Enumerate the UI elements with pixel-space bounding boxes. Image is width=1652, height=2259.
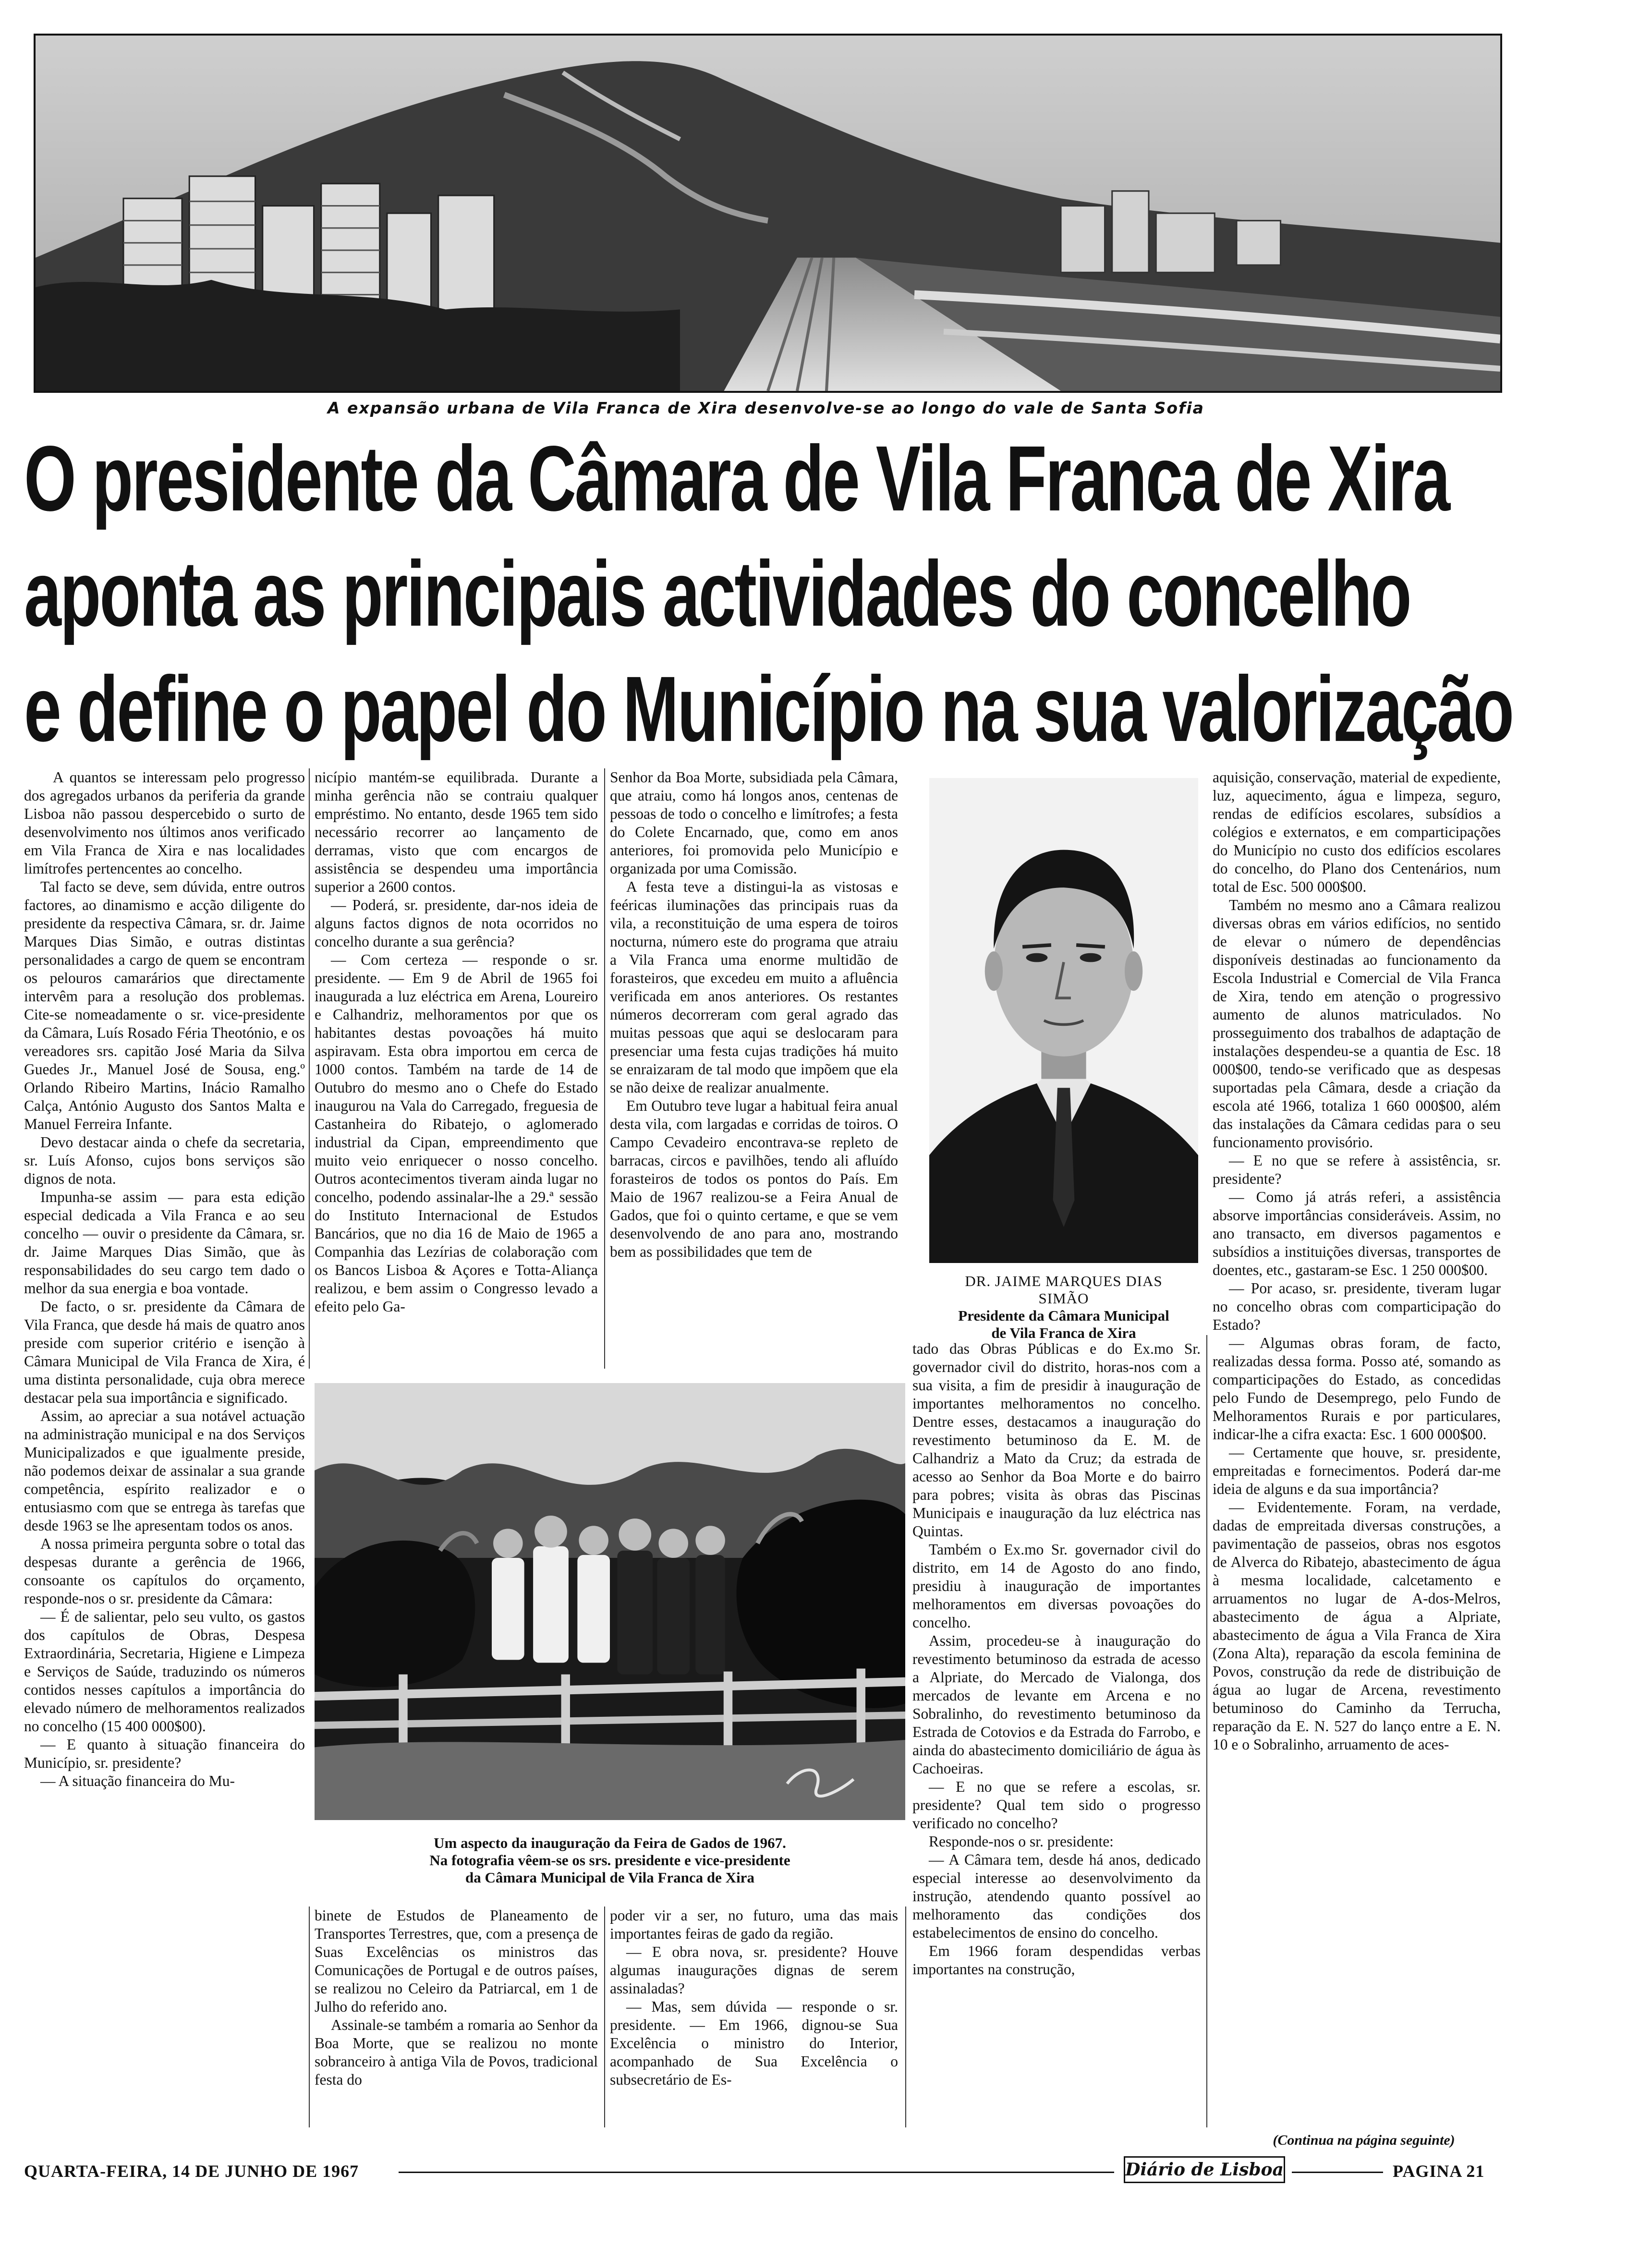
page-number: PAGINA 21 <box>1393 2162 1485 2181</box>
paragraph: — Com certeza — responde o sr. presidente. — Em 9 de Abril de 1965 foi inaugurada a luz eléctrica em Arena, Loureiro e Calhandriz, melhoramentos por que os habitantes destas povoações há muito aspiravam. Esta obra importou em cerca de 1000 contos. Também na tarde de 14 de Outubro do mesmo ano o Chefe do Estado inaugurou na Vala do Carregado, freguesia de Castanheira do Ribatejo, o aglomerado industrial da Cipan, empreendimento que muito veio enriquecer o nosso concelho. Outros acontecimentos tiveram ainda lugar no concelho, podendo assinalar-lhe a 29.ª sessão do Instituto Internacional de Estudos Bancários, que no dia 16 de Maio de 1965 a Companhia das Lezírias de colaboração com os Bancos Lisboa & Açores e Totta-Aliança realizou, e bem assim o Congresso levado a efeito pelo Ga- <box>315 951 598 1315</box>
paragraph: Também no mesmo ano a Câmara realizou diversas obras em vários edifícios, no sentido de elevar o número de dependências disponíveis destinadas ao funcionamento da Escola Industrial e Comercial de Vila Franca de Xira, tendo em atenção o progressivo aumento de alunos matriculados. No prosseguimento dos trabalhos de adaptação de instalações despendeu-se a quantia de Esc. 18 000$00, tendo-se verificado que as despesas suportadas pela Câmara, desde a criação da escola até 1966, totaliza 1 660 000$00, além das instalações da Câmara cedidas para o seu funcionamento provisório. <box>1213 897 1501 1151</box>
newspaper-logo: Diário de Lisboa <box>1124 2156 1285 2183</box>
paragraph: A nossa primeira pergunta sobre o total das despesas durante a gerência de 1966, consoante os capítulos do orçamento, responde-nos o sr. presidente da Câmara: <box>24 1535 305 1607</box>
column-rule <box>905 1907 906 2127</box>
paragraph: Senhor da Boa Morte, subsidiada pela Câmara, que atraiu, como há longos anos, centenas de pessoas de todo o concelho e limítrofes; a festa do Colete Encarnado, que, como em anos anteriores, foi promovida pelo Município e organizada por uma Comissão. <box>610 769 898 877</box>
footer-rule <box>399 2172 1114 2173</box>
portrait-caption-name: DR. JAIME MARQUES DIAS <box>965 1273 1163 1289</box>
paragraph: — A situação financeira do Mu- <box>40 1773 235 1789</box>
headline-line-3: e define o papel do Município na sua valorização <box>24 656 1513 761</box>
column-rule <box>604 1907 605 2127</box>
article-column-5 <box>1213 768 1501 2123</box>
portrait-caption-name: SIMÃO <box>1038 1290 1089 1307</box>
paragraph: — Como já atrás referi, a assistência absorve importâncias consideráveis. Assim, no ano transacto, em diversos pagamentos e subsídios a instituições diversas, transportes de doentes, etc., gastaram-se Esc. 1 250 000$00. <box>1213 1189 1501 1278</box>
article-column-2-top <box>315 768 598 1373</box>
paragraph: tado das Obras Públicas e do Ex.mo Sr. governador civil do distrito, horas-nos com a sua visita, a fim de presidir à inauguração de importantes melhoramentos no concelho. Dentre esses, destacamos a inauguração do revestimento betuminoso da E. M. de Calhandriz a Mato da Cruz; da estrada de acesso ao Senhor da Boa Morte e do bairro para pobres; visita às obras das Piscinas Municipais e inauguração da luz eléctrica nas Quintas. <box>912 1340 1201 1540</box>
paragraph: — E obra nova, sr. presidente? Houve algumas inaugurações dignas de serem assinaladas? <box>610 1943 898 1997</box>
continued-note: (Continua na página seguinte) <box>1273 2132 1455 2148</box>
article-column-4-bottom <box>912 1340 1201 2127</box>
paragraph: — É de salientar, pelo seu vulto, os gastos dos capítulos de Obras, Despesa Extraordinária, Secretaria, Higiene e Limpeza e Serviços de Saúde, traduzindo os números contidos nesses capítulos a importância do elevado número de melhoramentos realizados no concelho (15 400 000$00). <box>24 1608 305 1735</box>
paragraph: Tal facto se deve, sem dúvida, entre outros factores, ao dinamismo e acção diligente do presidente da respectiva Câmara, sr. dr. Jaime Marques Dias Simão, e outras distintas personalidades a cargo de quem se encontram os pelouros camarários que directamente intervêm para a resolução dos problemas. Cite-se nomeadamente o sr. vice-presidente da Câmara, Luís Rosado Féria Theotónio, e os vereadores srs. capitão José Maria da Silva Guedes Jr., Manuel José de Sousa, eng.º Orlando Ribeiro Martins, Inácio Ramalho Calça, António Augusto dos Santos Malta e Manuel Ferreira Infante. <box>24 878 305 1132</box>
paragraph: Impunha-se assim — para esta edição especial dedicada a Vila Franca e ao seu concelho — ouvir o presidente da Câmara, sr. dr. Jaime Marques Dias Simão, que às responsabilidades do seu cargo tem dado o melhor da sua energia e boa vontade. <box>24 1189 305 1297</box>
paragraph: aquisição, conservação, material de expediente, luz, aquecimento, água e limpeza, seguro, rendas de edifícios escolares, subsídios a colégios e externatos, e em comparticipações do Município no custo dos edifícios escolares do concelho, do Plano dos Centenários, num total de Esc. 500 000$00. <box>1213 769 1501 895</box>
mid-photo-caption-line: Na fotografia vêem-se os srs. presidente e vice-presidente <box>429 1852 790 1869</box>
paragraph: nicípio mantém-se equilibrada. Durante a minha gerência não se contraiu qualquer empréstimo. No entanto, desde 1965 tem sido necessário recorrer ao lançamento de derramas, visto que com encargos de assistência se despendeu uma importância superior a 2600 contos. <box>315 769 598 895</box>
mid-photo-cattle-fair <box>315 1383 905 1820</box>
portrait-caption-role: de Vila Franca de Xira <box>991 1324 1136 1341</box>
column-rule <box>1206 1335 1207 2127</box>
article-column-3-bottom <box>610 1907 898 2127</box>
paragraph: Em 1966 foram despendidas verbas importantes na construção, <box>912 1943 1201 1978</box>
column-rule <box>309 1907 310 2127</box>
paragraph: A festa teve a distingui-la as vistosas e feéricas iluminações das principais ruas da vila, a reconstituição de uma espera de toiros nocturna, número este do programa que atraiu a Vila Franca uma enorme multidão de forasteiros, que excedeu em muito a afluência verificada em anos anteriores. Os restantes números decorreram com geral agrado das muitas pessoas que aqui se deslocaram para presenciar uma festa cujas tradições há muito se enraizaram de tal modo que impõem que ela se não deixe de realizar anualmente. <box>610 878 898 1096</box>
paragraph: Também o Ex.mo Sr. governador civil do distrito, em 14 de Agosto do ano findo, presidiu à inauguração de importantes melhoramentos em diversas povoações do concelho. <box>912 1541 1201 1631</box>
mid-photo-caption-line: da Câmara Municipal de Vila Franca de Xira <box>465 1869 754 1886</box>
paragraph: Assim, ao apreciar a sua notável actuação na administração municipal e na dos Serviços Municipalizados e que igualmente preside, não podemos deixar de assinalar a sua grande competência, espírito realizador e o entusiasmo com que se entrega às tarefas que desde 1963 se lhe apresentam todos os anos. <box>24 1408 305 1534</box>
paragraph: — Mas, sem dúvida — responde o sr. presidente. — Em 1966, dignou-se Sua Excelência o ministro do Interior, acompanhado de Sua Excelência o subsecretário de Es- <box>610 1998 898 2088</box>
headline-line-1: O presidente da Câmara de Vila Franca de Xira <box>24 426 1449 531</box>
footer-date: QUARTA-FEIRA, 14 DE JUNHO DE 1967 <box>24 2162 359 2181</box>
article-column-3-top <box>610 768 898 1373</box>
paragraph: — E no que se refere à assistência, sr. presidente? <box>1213 1152 1501 1187</box>
mid-photo-caption <box>307 1834 912 1886</box>
paragraph: — A Câmara tem, desde há anos, dedicado especial interesse ao desenvolvimento da instrução, atendendo quanto possível ao melhoramento das condições dos estabelecimentos de ensino do concelho. <box>912 1851 1201 1941</box>
paragraph: binete de Estudos de Planeamento de Transportes Terrestres, que, com a presença de Suas Excelências os ministros das Comunicações de Portugal e de outros países, se realizou no Celeiro da Patriarcal, em 1 de Julho do referido ano. <box>315 1907 598 2015</box>
paragraph: Assim, procedeu-se à inauguração do revestimento betuminoso da estrada de acesso a Alpriate, do Mercado de Vialonga, dos mercados de levante em Arcena e no Sobralinho, do revestimento betuminoso da Estrada de Cotovios e da Estrada do Farrobo, e ainda do abastecimento domiciliário de água às Cachoeiras. <box>912 1632 1201 1777</box>
article-column-2-bottom <box>315 1907 598 2127</box>
portrait-caption-role: Presidente da Câmara Municipal <box>958 1307 1169 1324</box>
paragraph: Em Outubro teve lugar a habitual feira anual desta vila, com largadas e corridas de toiros. O Campo Cevadeiro encontrava-se repleto de barracas, circos e pavilhões, tendo ali afluído forasteiros de todos os pontos do País. Em Maio de 1967 realizou-se a Feira Anual de Gados, que foi o quinto certame, e que se vem desenvolvendo de ano para ano, mostrando bem as possibilidades que tem de <box>610 1097 898 1260</box>
top-photo-caption: A expansão urbana de Vila Franca de Xira desenvolve-se ao longo do vale de Santa Sofia <box>328 399 1204 417</box>
mid-photo-caption-line: Um aspecto da inauguração da Feira de Gados de 1967. <box>434 1834 786 1851</box>
paragraph: De facto, o sr. presidente da Câmara de Vila Franca, que desde há mais de quatro anos preside com superior critério e isenção à Câmara Municipal de Vila Franca de Xira, é uma distinta personalidade, cuja obra merece destacar pela sua importância e significado. <box>24 1298 305 1406</box>
paragraph: — Poderá, sr. presidente, dar-nos ideia de alguns factos dignos de nota ocorridos no concelho durante a sua gerência? <box>315 897 598 950</box>
paragraph: A quantos se interessam pelo progresso dos agregados urbanos da periferia da grande Lisboa não passou despercebido o surto de desenvolvimento nos últimos anos verificado em Vila Franca de Xira e nas localidades limítrofes pertencentes ao concelho. <box>24 769 305 877</box>
paragraph: — E no que se refere a escolas, sr. presidente? Qual tem sido o progresso verificado no concelho? <box>912 1778 1201 1832</box>
column-rule <box>604 768 605 1369</box>
footer-rule <box>1292 2172 1383 2173</box>
paragraph: — Certamente que houve, sr. presidente, empreitadas e fornecimentos. Poderá dar-me ideia de alguns e da sua importância? <box>1213 1444 1501 1497</box>
portrait-caption <box>903 1273 1225 1342</box>
paragraph: Devo destacar ainda o chefe da secretaria, sr. Luís Afonso, cujos bons serviços são dignos de nota. <box>24 1134 305 1187</box>
paragraph: — Algumas obras foram, de facto, realizadas dessa forma. Posso até, somando as comparticipações do Estado, as concedidas pelo Fundo de Desemprego, pelo Fundo de Melhoramentos Rurais e por particulares, indicar-lhe a cifra exacta: Esc. 1 600 000$00. <box>1213 1335 1501 1443</box>
column-rule <box>309 768 310 1369</box>
portrait-photo-mayor <box>929 778 1198 1263</box>
top-photo-urban-expansion <box>34 34 1502 393</box>
paragraph: — Por acaso, sr. presidente, tiveram lugar no concelho obras com comparticipação do Estado? <box>1213 1280 1501 1333</box>
article-column-1 <box>24 768 305 2127</box>
paragraph: Assinale-se também a romaria ao Senhor da Boa Morte, que se realizou no monte sobranceiro à antiga Vila de Povos, tradicional festa do <box>315 2016 598 2088</box>
paragraph: poder vir a ser, no futuro, uma das mais importantes feiras de gado da região. <box>610 1907 898 1942</box>
paragraph: — Evidentemente. Foram, na verdade, dadas de empreitada diversas construções, a pavimentação de passeios, obras nos esgotos de Alverca do Ribatejo, abastecimento de água à mesma localidade, calcetamento e arruamentos no lugar de A-dos-Melros, abastecimento de água a Alpriate, abastecimento de água a Vila Franca de Xira (Zona Alta), reparação da escola feminina de Povos, construção da rede de distribuição de água ao lugar de Arcena, revestimento betuminoso do Caminho da Terrucha, reparação da E. N. 527 do lanço entre a E. N. 10 e o Sobralinho, arruamento de aces- <box>1213 1499 1501 1753</box>
headline-line-2: aponta as principais actividades do concelho <box>24 541 1410 646</box>
paragraph: — E quanto à situação financeira do Município, sr. presidente? <box>24 1736 305 1771</box>
paragraph: Responde-nos o sr. presidente: <box>929 1833 1114 1850</box>
